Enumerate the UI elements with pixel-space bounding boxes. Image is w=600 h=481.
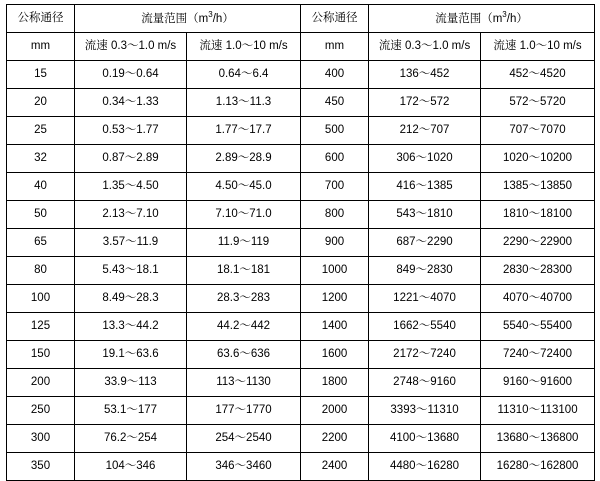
table-row xyxy=(7,257,595,285)
cell-flow-high: 11310～113100 xyxy=(481,397,595,425)
cell-flow-high: 1.13～11.3 xyxy=(187,89,301,117)
cell-flow-high: 18.1～181 xyxy=(187,257,301,285)
cell-flow-high: 44.2～442 xyxy=(187,313,301,341)
cell-flow-low: 0.53～1.77 xyxy=(75,117,187,145)
header-velocity-low-right: 流速 0.3～1.0 m/s xyxy=(369,33,481,61)
cell-flow-low: 76.2～254 xyxy=(75,425,187,453)
cell-flow-low: 136～452 xyxy=(369,61,481,89)
cell-dn: 250 xyxy=(7,397,75,425)
cell-flow-high: 28.3～283 xyxy=(187,285,301,313)
table-row xyxy=(7,369,595,397)
cell-flow-high: 707～7070 xyxy=(481,117,595,145)
cell-flow-low: 172～572 xyxy=(369,89,481,117)
cell-flow-high: 2830～28300 xyxy=(481,257,595,285)
cell-dn: 100 xyxy=(7,285,75,313)
cell-dn: 65 xyxy=(7,229,75,257)
cell-flow-low: 1662～5540 xyxy=(369,313,481,341)
cell-flow-low: 1221～4070 xyxy=(369,285,481,313)
cell-dn: 900 xyxy=(301,229,369,257)
header-velocity-high-right: 流速 1.0～10 m/s xyxy=(481,33,595,61)
table-row xyxy=(7,201,595,229)
header-velocity-high-left: 流速 1.0～10 m/s xyxy=(187,33,301,61)
header-velocity-low-left: 流速 0.3～1.0 m/s xyxy=(75,33,187,61)
header-unit-left: mm xyxy=(7,33,75,61)
cell-dn: 125 xyxy=(7,313,75,341)
table-body xyxy=(7,5,595,481)
cell-flow-low: 3393～11310 xyxy=(369,397,481,425)
table-row xyxy=(7,61,595,89)
cell-flow-high: 7240～72400 xyxy=(481,341,595,369)
cell-flow-high: 9160～91600 xyxy=(481,369,595,397)
cell-flow-low: 543～1810 xyxy=(369,201,481,229)
cell-flow-high: 4.50～45.0 xyxy=(187,173,301,201)
cell-flow-low: 53.1～177 xyxy=(75,397,187,425)
cell-flow-low: 212～707 xyxy=(369,117,481,145)
header-flow-range-left-sup: 3 xyxy=(208,10,213,20)
cell-flow-low: 0.19～0.64 xyxy=(75,61,187,89)
cell-dn: 2000 xyxy=(301,397,369,425)
cell-flow-low: 416～1385 xyxy=(369,173,481,201)
cell-flow-low: 4100～13680 xyxy=(369,425,481,453)
cell-flow-high: 0.64～6.4 xyxy=(187,61,301,89)
cell-flow-low: 13.3～44.2 xyxy=(75,313,187,341)
cell-dn: 500 xyxy=(301,117,369,145)
cell-dn: 700 xyxy=(301,173,369,201)
table-row xyxy=(7,313,595,341)
cell-flow-low: 3.57～11.9 xyxy=(75,229,187,257)
cell-flow-low: 104～346 xyxy=(75,453,187,481)
cell-flow-low: 4480～16280 xyxy=(369,453,481,481)
cell-dn: 1600 xyxy=(301,341,369,369)
cell-flow-low: 8.49～28.3 xyxy=(75,285,187,313)
header-flow-range-left-prefix: 流量范围（m xyxy=(141,13,209,26)
cell-flow-low: 19.1～63.6 xyxy=(75,341,187,369)
cell-dn: 25 xyxy=(7,117,75,145)
header-flow-range-right xyxy=(369,5,595,33)
cell-dn: 1800 xyxy=(301,369,369,397)
table-row xyxy=(7,145,595,173)
header-flow-range-left xyxy=(75,5,301,33)
cell-dn: 800 xyxy=(301,201,369,229)
cell-dn: 80 xyxy=(7,257,75,285)
header-unit-right: mm xyxy=(301,33,369,61)
cell-dn: 2400 xyxy=(301,453,369,481)
table-row xyxy=(7,229,595,257)
cell-flow-high: 1810～18100 xyxy=(481,201,595,229)
cell-dn: 600 xyxy=(301,145,369,173)
cell-dn: 450 xyxy=(301,89,369,117)
cell-dn: 2200 xyxy=(301,425,369,453)
cell-flow-high: 346～3460 xyxy=(187,453,301,481)
cell-flow-high: 2.89～28.9 xyxy=(187,145,301,173)
table-header-row-2 xyxy=(7,33,595,61)
header-flow-range-left-suffix: /h） xyxy=(212,13,234,26)
cell-flow-low: 687～2290 xyxy=(369,229,481,257)
cell-flow-high: 1020～10200 xyxy=(481,145,595,173)
cell-dn: 32 xyxy=(7,145,75,173)
cell-dn: 150 xyxy=(7,341,75,369)
cell-flow-low: 2172～7240 xyxy=(369,341,481,369)
header-flow-range-right-sup: 3 xyxy=(502,10,507,20)
cell-dn: 50 xyxy=(7,201,75,229)
cell-flow-high: 113～1130 xyxy=(187,369,301,397)
table-row xyxy=(7,425,595,453)
cell-flow-high: 11.9～119 xyxy=(187,229,301,257)
cell-flow-high: 7.10～71.0 xyxy=(187,201,301,229)
cell-flow-high: 13680～136800 xyxy=(481,425,595,453)
cell-dn: 20 xyxy=(7,89,75,117)
table-row xyxy=(7,453,595,481)
cell-dn: 1200 xyxy=(301,285,369,313)
cell-flow-low: 849～2830 xyxy=(369,257,481,285)
cell-flow-high: 572～5720 xyxy=(481,89,595,117)
cell-flow-high: 2290～22900 xyxy=(481,229,595,257)
cell-flow-high: 1.77～17.7 xyxy=(187,117,301,145)
header-nominal-diameter-left: 公称通径 xyxy=(7,5,75,33)
header-nominal-diameter-right: 公称通径 xyxy=(301,5,369,33)
cell-flow-low: 2.13～7.10 xyxy=(75,201,187,229)
cell-flow-high: 254～2540 xyxy=(187,425,301,453)
cell-dn: 350 xyxy=(7,453,75,481)
cell-dn: 1000 xyxy=(301,257,369,285)
table-header-row-1 xyxy=(7,5,595,33)
table-row xyxy=(7,117,595,145)
cell-dn: 300 xyxy=(7,425,75,453)
cell-flow-low: 1.35～4.50 xyxy=(75,173,187,201)
cell-flow-high: 452～4520 xyxy=(481,61,595,89)
cell-dn: 15 xyxy=(7,61,75,89)
cell-dn: 400 xyxy=(301,61,369,89)
cell-flow-low: 306～1020 xyxy=(369,145,481,173)
cell-flow-high: 63.6～636 xyxy=(187,341,301,369)
cell-flow-low: 5.43～18.1 xyxy=(75,257,187,285)
table-row xyxy=(7,173,595,201)
cell-dn: 200 xyxy=(7,369,75,397)
cell-flow-high: 16280～162800 xyxy=(481,453,595,481)
table-row xyxy=(7,285,595,313)
header-flow-range-right-suffix: /h） xyxy=(506,13,528,26)
cell-flow-high: 5540～55400 xyxy=(481,313,595,341)
table-row xyxy=(7,89,595,117)
cell-flow-low: 0.87～2.89 xyxy=(75,145,187,173)
cell-flow-high: 4070～40700 xyxy=(481,285,595,313)
table-row xyxy=(7,397,595,425)
cell-flow-low: 2748～9160 xyxy=(369,369,481,397)
cell-dn: 1400 xyxy=(301,313,369,341)
cell-flow-low: 0.34～1.33 xyxy=(75,89,187,117)
cell-flow-high: 177～1770 xyxy=(187,397,301,425)
flow-range-table xyxy=(6,4,595,481)
cell-flow-high: 1385～13850 xyxy=(481,173,595,201)
table-row xyxy=(7,341,595,369)
cell-dn: 40 xyxy=(7,173,75,201)
header-flow-range-right-prefix: 流量范围（m xyxy=(435,13,503,26)
cell-flow-low: 33.9～113 xyxy=(75,369,187,397)
